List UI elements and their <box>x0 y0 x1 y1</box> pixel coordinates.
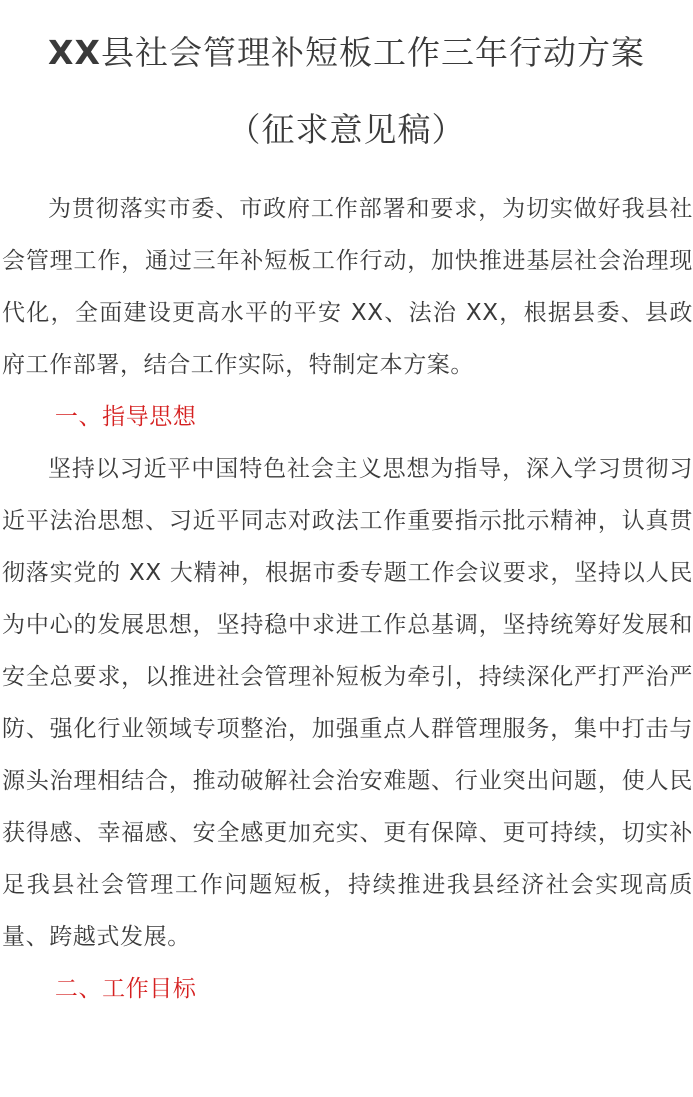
section-heading: 二、工作目标 <box>54 976 197 1002</box>
document-title <box>0 33 693 73</box>
intro-paragraph: 为贯彻落实市委、市政府工作部署和要求，为切实做好我县社会管理工作，通过三年补短板工作行动，加快推进基层社会治理现代化，全面建设更高水平的平安 XX、法治 XX，根据县委、县政府工作部署，结合工作实际，特制定本方案。 <box>2 196 693 378</box>
title-prefix: XX <box>48 33 101 72</box>
document-subtitle: （征求意见稿） <box>227 110 466 149</box>
document-body <box>2 183 693 1015</box>
section-heading: 一、指导思想 <box>54 404 197 430</box>
section-paragraph: 坚持以习近平中国特色社会主义思想为指导，深入学习贯彻习近平法治思想、习近平同志对政法工作重要指示批示精神，认真贯彻落实党的 XX 大精神，根据市委专题工作会议要求，坚持以人民为中心的发展思想，坚持稳中求进工作总基调，坚持统筹好发展和安全总要求，以推进社会管理补短板为牵引，持续深化严打严治严防、强化行业领域专项整治，加强重点人群管理服务，集中打击与源头治理相结合，推动破解社会治安难题、行业突出问题，使人民获得感、幸福感、安全感更加充实、更有保障、更可持续，切实补足我县社会管理工作问题短板，持续推进我县经济社会实现高质量、跨越式发展。 <box>2 456 693 950</box>
title-text: 县社会管理补短板工作三年行动方案 <box>100 33 645 72</box>
